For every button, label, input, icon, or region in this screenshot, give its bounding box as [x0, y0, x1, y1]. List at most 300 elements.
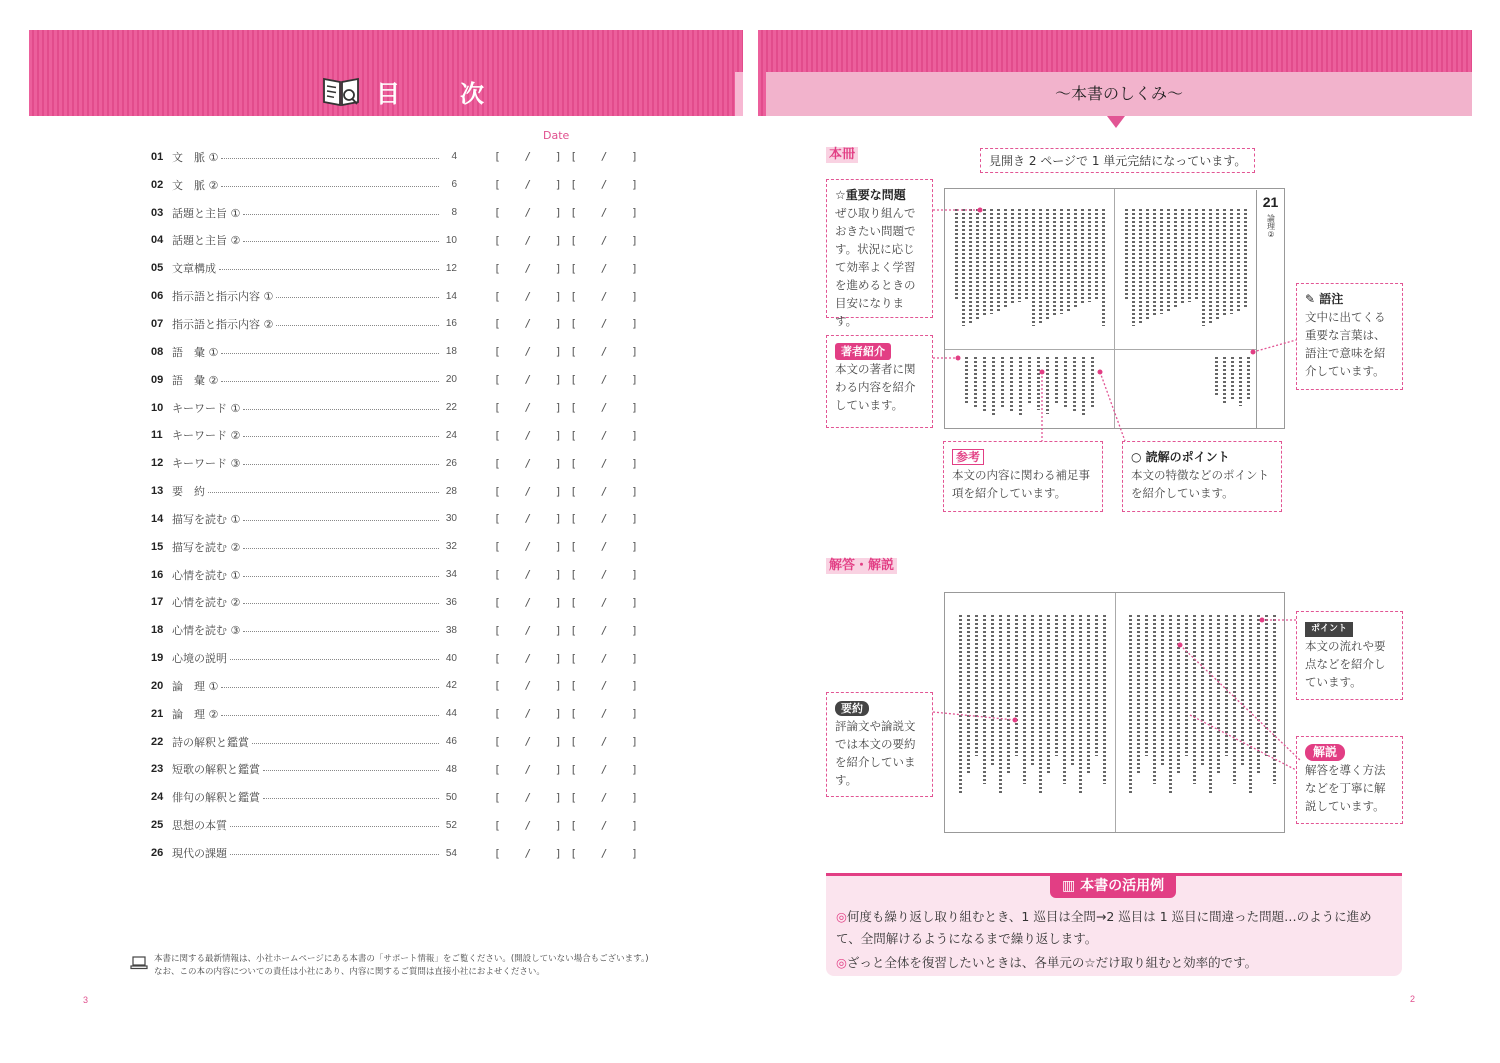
text-column	[1060, 209, 1063, 314]
toc-number: 10	[151, 401, 164, 414]
structure-title-band	[766, 72, 1472, 116]
text-column	[1067, 209, 1070, 311]
toc-row	[151, 756, 639, 784]
text-column	[1091, 357, 1094, 407]
text-column	[1039, 615, 1042, 794]
toc-page: 24	[445, 429, 457, 441]
toc-title: 語 彙 ①	[172, 345, 219, 359]
text-column	[969, 209, 972, 323]
text-column	[1145, 615, 1148, 756]
text-column	[1153, 615, 1156, 784]
toc-leader	[219, 269, 439, 270]
toc-leader	[243, 436, 439, 437]
toc-title: 要 約	[172, 485, 205, 499]
answer-spread-illustration	[944, 592, 1285, 833]
text-column	[1193, 615, 1196, 784]
toc-leader	[243, 409, 439, 410]
toc-leader	[243, 576, 439, 577]
text-column	[1177, 615, 1180, 775]
text-column	[1063, 615, 1066, 784]
toc-title: 文 脈 ①	[172, 150, 219, 164]
text-column	[1217, 615, 1220, 775]
toc-page: 18	[445, 346, 457, 358]
usage-item-1-text: 何度も繰り返し取り組むとき、1 巡目は全問→2 巡目は 1 巡目に間違った問題…のように進めて、全問解けるようになるまで繰り返します。	[836, 909, 1372, 946]
text-column	[1025, 209, 1028, 299]
text-column	[1244, 209, 1247, 308]
toc-page: 14	[445, 290, 457, 302]
toc-date-check[interactable]: [ / ] [ / ]	[494, 178, 639, 192]
text-column	[1215, 357, 1218, 396]
toc-row	[151, 533, 639, 561]
laptop-icon	[130, 956, 148, 970]
unit-label: 論理②	[1266, 214, 1276, 239]
toc-leader	[243, 603, 439, 604]
toc-page: 32	[445, 541, 457, 553]
toc-date-check[interactable]: [ / ] [ / ]	[494, 679, 639, 693]
callout-point-body: 本文の流れや要点などを紹介しています。	[1305, 639, 1386, 689]
text-column	[1237, 209, 1240, 311]
toc-leader	[243, 631, 439, 632]
callout-important-body: ぜひ取り組んでおきたい問題です。状況に応じて効率よく学習を進めるときの目安になります。	[835, 206, 916, 328]
text-column	[1046, 209, 1049, 320]
toc-row	[151, 282, 639, 310]
text-column	[1023, 615, 1026, 784]
text-column	[1031, 615, 1034, 765]
usage-item-2-text: ざっと全体を復習したいときは、各単元の☆だけ取り組むと効率的です。	[846, 955, 1258, 970]
usage-bullet-1: ◎	[836, 909, 847, 924]
text-column	[976, 209, 979, 320]
callout-youyaku	[826, 692, 933, 797]
header-tab	[735, 72, 743, 116]
spread-gutter	[1114, 189, 1115, 428]
text-column	[975, 615, 978, 756]
text-column	[1088, 209, 1091, 302]
text-column	[1001, 357, 1004, 407]
text-column	[1247, 357, 1250, 401]
text-column	[990, 209, 993, 314]
page-number-right: 2	[1410, 994, 1416, 1004]
toc-title: 文 脈 ②	[172, 178, 219, 192]
usage-bullet-2: ◎	[836, 955, 847, 970]
toc-number: 20	[151, 679, 164, 692]
toc-title: 詩の解釈と鑑賞	[172, 735, 249, 749]
toc-row	[151, 449, 639, 477]
text-column	[1161, 615, 1164, 765]
toc-row	[151, 310, 639, 338]
toc-page: 54	[445, 847, 457, 859]
callout-gochu-title	[1305, 290, 1394, 308]
toc-row	[151, 728, 639, 756]
text-column	[955, 209, 958, 299]
toc-page: 34	[445, 569, 457, 581]
toc-row	[151, 394, 639, 422]
text-column	[1167, 209, 1170, 311]
toc-row	[151, 700, 639, 728]
toc-leader	[221, 381, 439, 382]
toc-leader	[221, 715, 439, 716]
callout-kaisetsu	[1296, 736, 1403, 824]
toc-number: 08	[151, 345, 164, 358]
toc-leader	[252, 743, 439, 744]
text-column	[1039, 209, 1042, 323]
toc-number: 26	[151, 847, 164, 860]
text-column	[1129, 615, 1132, 794]
text-column	[1081, 209, 1084, 305]
text-column	[1064, 357, 1067, 408]
text-column	[1103, 615, 1106, 784]
text-column	[1146, 209, 1149, 320]
toc-page: 26	[445, 457, 457, 469]
toc-title: 話題と主旨 ①	[172, 206, 241, 220]
text-column	[997, 209, 1000, 311]
text-column	[1095, 209, 1098, 299]
text-column	[992, 357, 995, 417]
usage-item-1	[836, 906, 1396, 950]
callout-youyaku-title: 要約	[835, 701, 869, 716]
text-column	[1046, 357, 1049, 414]
callout-author-body: 本文の著者に関わる内容を紹介しています。	[835, 362, 916, 412]
toc-number: 05	[151, 262, 164, 275]
callout-dokkai-title	[1131, 448, 1273, 466]
toc-page: 52	[445, 819, 457, 831]
toc-leader	[221, 353, 439, 354]
toc-title: 論 理 ②	[172, 707, 219, 721]
text-column	[1139, 209, 1142, 323]
toc-row	[151, 505, 639, 533]
toc-row	[151, 644, 639, 672]
toc-heading: 目 次	[376, 80, 502, 108]
text-column	[1195, 209, 1198, 299]
toc-page: 50	[445, 791, 457, 803]
toc-title: 思想の本質	[172, 819, 227, 833]
callout-author	[826, 335, 933, 428]
toc-leader	[221, 186, 439, 187]
text-column	[1102, 209, 1105, 326]
callout-sanko-title: 参考	[952, 449, 984, 465]
toc-row	[151, 477, 639, 505]
answer-spread-gutter	[1115, 593, 1116, 832]
text-column	[1201, 615, 1204, 765]
toc-date-check[interactable]: [ / ] [ / ]	[494, 790, 639, 804]
text-column	[1047, 615, 1050, 775]
text-column	[1241, 615, 1244, 765]
callout-point-title: ポイント	[1305, 622, 1353, 637]
toc-title: 心境の説明	[172, 652, 227, 666]
text-column	[1265, 615, 1268, 756]
text-column	[1015, 615, 1018, 756]
text-column	[1257, 615, 1260, 775]
toc-date-check[interactable]: [ / ] [ / ]	[494, 206, 639, 220]
text-column	[1231, 357, 1234, 399]
usage-item-2	[836, 952, 1396, 974]
toc-date-check[interactable]: [ / ] [ / ]	[494, 568, 639, 582]
toc-date-check[interactable]: [ / ] [ / ]	[494, 317, 639, 331]
toc-title: 描写を読む ①	[172, 512, 241, 526]
text-column	[1230, 209, 1233, 314]
toc-title: 心情を読む ①	[172, 568, 241, 582]
toc-title: 短歌の解釈と鑑賞	[172, 763, 260, 777]
callout-gochu	[1296, 283, 1403, 390]
text-column	[1053, 209, 1056, 317]
toc-date-check[interactable]: [ / ] [ / ]	[494, 735, 639, 749]
text-column	[1137, 615, 1140, 775]
toc-leader	[243, 241, 439, 242]
toc-date-check[interactable]: [ / ] [ / ]	[494, 707, 639, 721]
text-column	[1181, 209, 1184, 305]
toc-date-check[interactable]: [ / ] [ / ]	[494, 484, 639, 498]
toc-number: 06	[151, 290, 164, 303]
toc-row	[151, 839, 639, 867]
toc-row	[151, 366, 639, 394]
usage-title	[1050, 873, 1176, 898]
text-column	[1209, 209, 1212, 323]
text-column	[1082, 357, 1085, 417]
unit-number: 21	[1262, 194, 1279, 210]
book-icon: ▥	[1062, 878, 1076, 894]
toc-number: 24	[151, 791, 164, 804]
text-column	[991, 615, 994, 765]
toc-number: 02	[151, 178, 164, 191]
page-number-left: 3	[83, 995, 89, 1005]
text-column	[1216, 209, 1219, 320]
toc-title: キーワード ①	[172, 401, 241, 415]
text-column	[1223, 357, 1226, 404]
toc-page: 44	[445, 708, 457, 720]
toc-leader	[221, 158, 439, 159]
header-pointer	[1107, 116, 1125, 128]
text-column	[1074, 209, 1077, 308]
footnote-line-2: なお、この本の内容についての責任は小社にあり、内容に関するご質問は直接小社におよせください。	[154, 967, 545, 977]
text-column	[965, 357, 968, 404]
callout-dokkai-body: 本文の特徴などのポイントを紹介しています。	[1131, 468, 1269, 500]
toc-date-check[interactable]: [ / ] [ / ]	[494, 651, 639, 665]
toc-title: 指示語と指示内容 ②	[172, 317, 274, 331]
toc-number: 21	[151, 707, 164, 720]
toc-title: キーワード ②	[172, 429, 241, 443]
toc-number: 14	[151, 512, 164, 525]
toc-date-check[interactable]: [ / ] [ / ]	[494, 345, 639, 359]
toc-page: 6	[451, 179, 457, 191]
toc-page: 22	[445, 402, 457, 414]
main-spread-illustration	[944, 188, 1285, 429]
toc-row	[151, 171, 639, 199]
toc-title: 俳句の解釈と鑑賞	[172, 791, 260, 805]
toc-leader	[208, 492, 439, 493]
toc-date-check[interactable]: [ / ] [ / ]	[494, 846, 639, 860]
callout-youyaku-body: 評論文や論説文では本文の要約を紹介しています。	[835, 719, 916, 787]
toc-title	[322, 74, 502, 109]
toc-leader	[230, 826, 439, 827]
text-column	[983, 209, 986, 317]
text-column	[1010, 357, 1013, 411]
footnote	[130, 953, 649, 979]
pencil-icon: ✎	[1305, 292, 1316, 306]
text-column	[1273, 615, 1276, 784]
toc-number: 13	[151, 485, 164, 498]
toc-page: 12	[445, 262, 457, 274]
usage-box	[826, 873, 1402, 976]
toc-page: 48	[445, 763, 457, 775]
callout-author-title: 著者紹介	[835, 343, 891, 360]
toc-list	[151, 143, 639, 867]
text-column	[1160, 209, 1163, 314]
toc-title: 語 彙 ②	[172, 373, 219, 387]
text-column	[1185, 615, 1188, 756]
callout-gochu-body: 文中に出てくる重要な言葉は、語注で意味を紹介しています。	[1305, 310, 1386, 378]
toc-row	[151, 616, 639, 644]
text-column	[1233, 615, 1236, 784]
toc-page: 40	[445, 652, 457, 664]
toc-date-check[interactable]: [ / ] [ / ]	[494, 401, 639, 415]
toc-row	[151, 227, 639, 255]
text-column	[959, 615, 962, 794]
toc-number: 04	[151, 234, 164, 247]
toc-date-check[interactable]: [ / ] [ / ]	[494, 512, 639, 526]
toc-date-check[interactable]: [ / ] [ / ]	[494, 261, 639, 275]
text-column	[999, 615, 1002, 794]
toc-row	[151, 338, 639, 366]
toc-row	[151, 589, 639, 617]
toc-number: 03	[151, 206, 164, 219]
text-column	[1004, 209, 1007, 308]
toc-row	[151, 561, 639, 589]
toc-date-check[interactable]: [ / ] [ / ]	[494, 373, 639, 387]
text-column	[1249, 615, 1252, 794]
text-column	[1028, 357, 1031, 405]
toc-page: 36	[445, 596, 457, 608]
text-column	[1209, 615, 1212, 794]
toc-title: キーワード ③	[172, 457, 241, 471]
toc-title: 現代の課題	[172, 847, 227, 861]
text-column	[1169, 615, 1172, 794]
spread-divider	[945, 349, 1284, 350]
toc-page: 46	[445, 736, 457, 748]
text-column	[962, 209, 965, 326]
usage-title-text: 本書の活用例	[1080, 878, 1165, 894]
toc-page: 28	[445, 485, 457, 497]
text-column	[1239, 357, 1242, 406]
toc-leader	[243, 520, 439, 521]
toc-page: 10	[445, 234, 457, 246]
toc-number: 09	[151, 373, 164, 386]
toc-title: 心情を読む ②	[172, 596, 241, 610]
toc-number: 12	[151, 457, 164, 470]
toc-row	[151, 811, 639, 839]
text-column	[1011, 209, 1014, 305]
text-column	[1202, 209, 1205, 326]
toc-date-check[interactable]: [ / ] [ / ]	[494, 595, 639, 609]
toc-number: 23	[151, 763, 164, 776]
toc-date-check[interactable]: [ / ] [ / ]	[494, 540, 639, 554]
toc-row	[151, 143, 639, 171]
toc-date-check[interactable]: [ / ] [ / ]	[494, 428, 639, 442]
text-column	[1132, 209, 1135, 326]
toc-leader	[230, 854, 439, 855]
spread-note: 見開き 2 ページで 1 単元完結になっています。	[980, 148, 1255, 173]
toc-number: 11	[151, 429, 163, 442]
toc-number: 01	[151, 150, 164, 163]
toc-page: 20	[445, 374, 457, 386]
toc-leader	[230, 659, 439, 660]
callout-dokkai-title-text: 読解のポイント	[1145, 450, 1230, 464]
text-column	[1125, 209, 1128, 299]
unit-tab	[1256, 190, 1284, 428]
toc-date-check[interactable]: [ / ] [ / ]	[494, 762, 639, 776]
text-column	[1153, 209, 1156, 317]
text-column	[1087, 615, 1090, 775]
text-column	[1071, 615, 1074, 765]
toc-title: 文章構成	[172, 262, 216, 276]
toc-page: 42	[445, 680, 457, 692]
callout-kaisetsu-body: 解答を導く方法などを丁寧に解説しています。	[1305, 763, 1386, 813]
toc-page: 16	[445, 318, 457, 330]
callout-sanko-body: 本文の内容に関わる補足事項を紹介しています。	[952, 468, 1090, 500]
structure-header-band	[758, 30, 1472, 116]
toc-date-check[interactable]: [ / ] [ / ]	[494, 150, 639, 164]
book-search-icon	[322, 75, 360, 109]
toc-leader	[243, 464, 439, 465]
toc-number: 15	[151, 540, 164, 553]
toc-date-check[interactable]: [ / ] [ / ]	[494, 289, 639, 303]
text-column	[1225, 615, 1228, 756]
toc-leader	[243, 214, 439, 215]
callout-important	[826, 179, 933, 328]
toc-number: 07	[151, 317, 164, 330]
toc-date-check[interactable]: [ / ] [ / ]	[494, 456, 639, 470]
callout-sanko	[943, 441, 1103, 512]
structure-title: 〜本書のしくみ〜	[1054, 84, 1183, 103]
text-column	[1079, 615, 1082, 794]
text-column	[1018, 209, 1021, 302]
callout-kaisetsu-title: 解説	[1305, 744, 1345, 761]
toc-number: 17	[151, 596, 164, 609]
text-column	[1007, 615, 1010, 775]
toc-row	[151, 672, 639, 700]
toc-title: 描写を読む ②	[172, 540, 241, 554]
callout-point	[1296, 611, 1403, 700]
circle-icon: ○	[1131, 450, 1142, 464]
toc-number: 19	[151, 652, 164, 665]
toc-number: 25	[151, 819, 164, 832]
text-column	[1223, 209, 1226, 317]
toc-date-check[interactable]: [ / ] [ / ]	[494, 818, 639, 832]
toc-page: 38	[445, 624, 457, 636]
toc-date-check[interactable]: [ / ] [ / ]	[494, 623, 639, 637]
section-label-main: 本冊	[826, 147, 858, 163]
section-label-answers: 解答・解説	[826, 558, 897, 574]
toc-leader	[243, 548, 439, 549]
toc-number: 18	[151, 624, 164, 637]
text-column	[974, 357, 977, 408]
text-column	[983, 615, 986, 784]
toc-row	[151, 421, 639, 449]
footnote-line-1: 本書に関する最新情報は、小社ホームページにある本書の「サポート情報」をご覧ください。(開設していない場合もございます。)	[154, 954, 649, 964]
text-column	[1174, 209, 1177, 308]
text-column	[967, 615, 970, 775]
toc-row	[151, 254, 639, 282]
toc-title: 論 理 ①	[172, 679, 219, 693]
text-column	[1019, 357, 1022, 416]
text-column	[1188, 209, 1191, 302]
text-column	[1095, 615, 1098, 756]
callout-gochu-title-text: 語注	[1319, 292, 1344, 306]
toc-page: 30	[445, 513, 457, 525]
text-column	[1037, 357, 1040, 410]
toc-number: 22	[151, 735, 164, 748]
toc-date-check[interactable]: [ / ] [ / ]	[494, 233, 639, 247]
toc-title: 話題と主旨 ②	[172, 234, 241, 248]
date-label: Date	[543, 129, 570, 142]
